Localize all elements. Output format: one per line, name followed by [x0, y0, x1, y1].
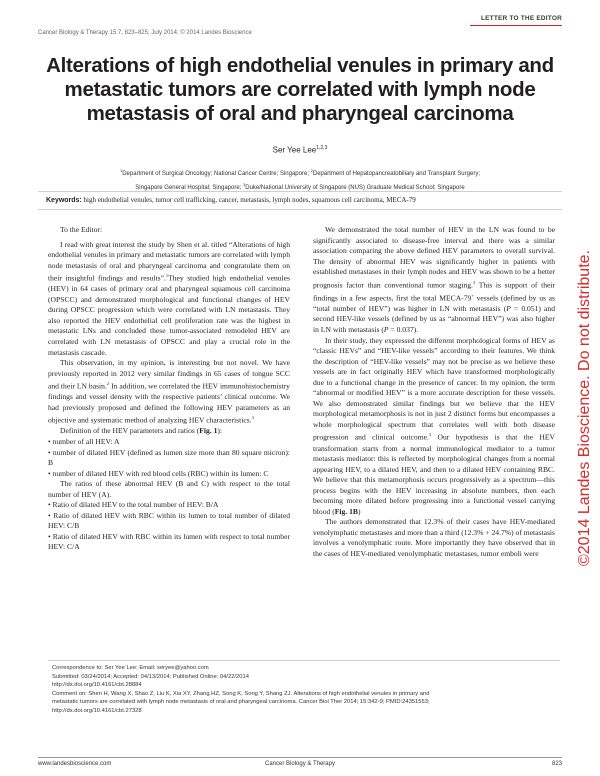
keywords-divider	[38, 191, 562, 192]
affiliation-mark: 3	[243, 181, 246, 187]
author-line	[0, 145, 600, 155]
paragraph: The authors demonstrated that 12.3% of their cases have HEV-mediated venolymphatic metastases and more than a third (12.3% + 24.7%) of metastasis involves a venolymphatic route. More importantly they have observed that in the cases of HEV-mediated venolymphatic metastases, tumor emboli were	[313, 517, 555, 558]
keywords-text: high endothelial venules, tumor cell trafficking, cancer, metastasis, lymph nodes, squamous cell carcinoma, MECA-79	[83, 196, 416, 204]
keywords	[46, 195, 556, 206]
paper-title: Alterations of high endothelial venules in primary and metastatic tumors are correlated with lymph node metastasis of oral and pharyngeal carcinoma	[46, 54, 554, 125]
paragraph: The ratios of these abnormal HEV (B and C) with respect to the total number of HEV (A).	[48, 479, 290, 499]
body-column-right	[313, 225, 555, 560]
p-value-symbol: P	[383, 324, 389, 334]
affiliation-text: Department of Hepatopancreatobiliary and Transplant Surgery;	[312, 171, 480, 177]
citation: 3	[472, 279, 476, 285]
citation: 1	[165, 273, 169, 279]
affiliations	[40, 166, 560, 193]
watermark	[574, 208, 596, 608]
paragraph: This observation, in my opinion, is interesting but not novel. We have previously reported in 2012 very similar findings in 65 cases of tongue SCC and their LN basin.$^2$ In addition, we correlated the HEV immunohistochemistry findings and vessel density with the respective patients’ clinical outcome. We had previously proposed and defined the following HEV parameters as an objective and systematic method of analyzing HEV characteristics.$^3$	[48, 358, 290, 425]
journal-citation: Cancer Biology & Therapy 15:7, 823–825; July 2014; © 2014 Landes Bioscience	[38, 30, 252, 36]
comment-on-line: Comment on: Shen H, Wang X, Shao Z, Liu K, Xia XY, Zhang HZ, Song K, Song Y, Shang ZJ. Alterations of high endothelial venules in primary and	[52, 690, 430, 697]
list-item: • Ratio of dilated HEV with RBC within its lumen to total number of dilated HEV: C/B	[48, 510, 290, 531]
footer-rule	[38, 757, 562, 758]
keywords-label: Keywords:	[46, 197, 82, 204]
section-label: LETTER TO THE EDITOR	[480, 15, 562, 22]
author-affiliation-marks: 1,2,3	[316, 145, 328, 151]
superscript: +	[471, 292, 474, 298]
author-name: Ser Yee Lee	[272, 145, 317, 155]
salutation: To the Editor:	[60, 225, 103, 234]
paragraph: I read with great interest the study by Shen et al. titled “Alterations of high endothelial venules in primary and metastatic tumors are correlated with lymph node metastasis of oral and pharyngeal carcinoma and congratulate them on their insightful findings and results”.$^1$They studied high endothelial venules (HEV) in 64 cases of primary oral and pharyngeal squamous cell carcinoma (OPSCC) and demonstrated morphological and functional changes of HEV during OPSCC progression which were correlated with LN metastasis. They also reported the HEV endothelial cell proliferation rate was the highest in metastatic LNs and concluded these tumor-associated remodeled HEV are correlated with LN metastasis of OPSCC and play a crucial role in the metastasis cascade.	[48, 239, 290, 357]
list-item: • Ratio of dilated HEV with RBC within its lumen with respect to total number HEV: C/A	[48, 531, 290, 552]
list-item: • number of dilated HEV with red blood cells (RBC) within its lumen: C	[48, 468, 269, 478]
correspondence-line: Correspondence to: Ser Yee Lee; Email: seryee@yahoo.com	[52, 665, 209, 671]
comment-on-line: metastatic tumors are correlated with lymph node metastasis of oral and pharyngeal carcinoma. Cancer Biol Ther 2014; 15:342-9; PMID:24351553;	[52, 699, 430, 706]
citation: 3	[251, 415, 254, 421]
affiliation-mark: 1	[119, 168, 123, 173]
paragraph: In their study, they expressed the different morphological forms of HEV as “classic HEVs” and “HEV-like vessels” according to their features. We think the description of “HEV-like vessels” may not be precise as we believe these vessels are in fact originally HEV which have transformed morphologically due to a functional change in the presence of cancer. In my opinion, the term “abnormal or modified HEV” is a more accurate description for these vessels. We also demonstrated similar findings but we believe that the HEV morphological metamorphosis is not in just 2 distinct forms but encompasses a whole morphological spectrum that correlates well with both disease progression and clinical outcome.$^3$ Our hypothesis is that the HEV transformation starts from a normal immunological mediator to a tumor metastasis mediator: this is reflected by morphological changes from a normal appearing HEV, to a dilated HEV, and then to a dilated HEV containing RBC. We believe that this metamorphosis occurs progressively as a spectrum—this process begins with the HEV increasing in absolute numbers, then each becoming more dilated before progressing into a functional vessel carrying blood (Fig. 1B)	[313, 335, 555, 516]
watermark-text: ©2014 Landes Bioscience. Do not distribute.	[576, 250, 593, 566]
dates-line: Submitted: 03/24/2014; Accepted: 04/13/2014; Published Online: 04/22/2014	[52, 673, 249, 680]
citation: 2	[106, 381, 110, 387]
paragraph: Definition of the HEV parameters and ratios (Fig. 1):	[60, 426, 223, 436]
doi-link[interactable]: http://dx.doi.org/10.4161/cbt.27328	[52, 707, 142, 714]
list-item: • number of all HEV: A	[48, 436, 120, 446]
affiliation-text: Duke/National University of Singapore (NUS) Graduate Medical School; Singapore	[245, 184, 465, 191]
figure-ref: Fig. 1	[199, 426, 218, 436]
footer-website[interactable]: www.landesbioscience.com	[38, 761, 112, 767]
list-item: • Ratio of dilated HEV to the total number of HEV: B/A	[48, 500, 219, 510]
citation: 3	[428, 432, 432, 438]
paragraph: We demonstrated the total number of HEV in the LN was found to be significantly associated to disease-free interval and there was a similar association comparing the above defined HEV parameters to overall survival. The density of abnormal HEV was significantly higher in patients with established metastases in their lymph nodes and HEV was shown to be a better prognosis factor than conventional tumor staging.$^3$ This is support of their findings in a few aspects, first the total MECA-79+ vessels (defined by us as “total number of HEV”) was higher in LN with metastasis (P = 0.051) and second HEV-like vessels (defined by us as “abnormal HEV”) was also higher in LN with metastasis (P = 0.037).	[313, 225, 555, 334]
keywords-divider	[38, 209, 562, 210]
footer-journal: Cancer Biology & Therapy	[265, 761, 335, 767]
correspondence-text	[52, 664, 552, 716]
affiliation-mark: 2	[310, 168, 313, 173]
doi-link[interactable]: http://dx.doi.org/10.4161/cbt.28884	[52, 682, 142, 689]
figure-ref: Fig. 1B	[334, 506, 358, 516]
body-column-left	[48, 225, 290, 553]
page-number: 823	[551, 761, 562, 767]
header-rule	[470, 25, 562, 26]
affiliation-text: Singapore General Hospital; Singapore;	[135, 184, 244, 191]
p-value-symbol: P	[506, 303, 511, 313]
list-item: • number of dilated HEV (defined as lumen size more than 80 square micron): B	[48, 447, 290, 468]
affiliation-text: Department of Surgical Oncology; National Cancer Centre; Singapore;	[122, 171, 311, 177]
